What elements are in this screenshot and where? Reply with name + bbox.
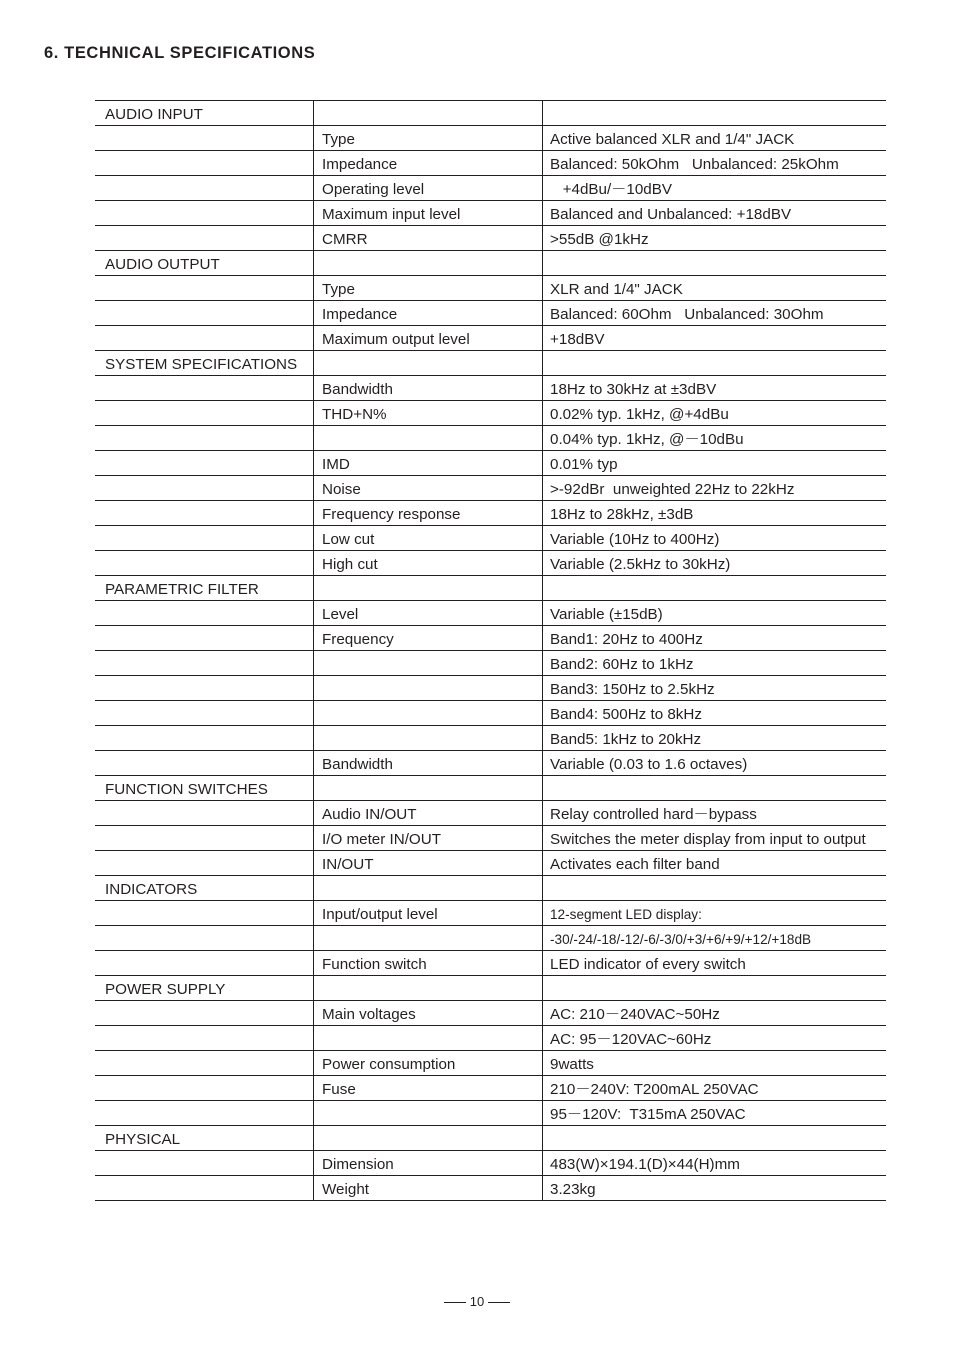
parameter-label [314, 726, 543, 750]
parameter-label: Level [314, 601, 543, 625]
spec-row [95, 326, 886, 351]
parameter-label: Bandwidth [314, 751, 543, 775]
section-label [95, 426, 314, 450]
parameter-value: AC: 210－240VAC~50Hz [550, 1006, 720, 1023]
parameter-label [314, 101, 543, 125]
section-label [95, 1051, 314, 1075]
parameter-label: Weight [314, 1176, 543, 1200]
section-label [95, 326, 314, 350]
parameter-label [314, 651, 543, 675]
parameter-label [314, 351, 543, 375]
spec-row [95, 1101, 886, 1126]
spec-row [95, 1176, 886, 1201]
section-label [95, 1001, 314, 1025]
section-row [95, 876, 886, 901]
parameter-label: Frequency response [314, 501, 543, 525]
spec-row [95, 1151, 886, 1176]
section-label [95, 226, 314, 250]
section-label [95, 751, 314, 775]
parameter-value: Balanced and Unbalanced: +18dBV [550, 206, 792, 223]
section-label [95, 476, 314, 500]
parameter-value: 95－120V: T315mA 250VAC [550, 1106, 746, 1123]
parameter-value [543, 251, 886, 275]
section-label [95, 826, 314, 850]
parameter-label: Impedance [314, 151, 543, 175]
parameter-label [314, 1126, 543, 1150]
spec-row [95, 701, 886, 726]
parameter-value: 0.02% typ. 1kHz, @+4dBu [550, 406, 729, 423]
spec-row [95, 1076, 886, 1101]
spec-row [95, 651, 886, 676]
spec-row [95, 826, 886, 851]
parameter-value: Variable (±15dB) [550, 606, 663, 623]
spec-row [95, 451, 886, 476]
parameter-value: Variable (10Hz to 400Hz) [550, 531, 720, 548]
spec-row [95, 426, 886, 451]
section-label [95, 626, 314, 650]
parameter-value: Relay controlled hard－bypass [550, 806, 757, 823]
parameter-label: Dimension [314, 1151, 543, 1175]
spec-row [95, 476, 886, 501]
section-label [95, 1151, 314, 1175]
section-label: SYSTEM SPECIFICATIONS [95, 351, 314, 375]
spec-row [95, 751, 886, 776]
parameter-value: 12-segment LED display: [550, 907, 702, 922]
parameter-value: 210－240V: T200mAL 250VAC [550, 1081, 759, 1098]
footer-dash-right [488, 1302, 510, 1303]
footer-dash-left [444, 1302, 466, 1303]
parameter-label: THD+N% [314, 401, 543, 425]
parameter-label [314, 576, 543, 600]
section-label [95, 126, 314, 150]
parameter-value: Balanced: 60Ohm Unbalanced: 30Ohm [550, 306, 824, 323]
parameter-value [543, 351, 886, 375]
parameter-value: >-92dBr unweighted 22Hz to 22kHz [550, 481, 795, 498]
section-row [95, 576, 886, 601]
parameter-value: Active balanced XLR and 1/4" JACK [550, 131, 795, 148]
section-label [95, 651, 314, 675]
spec-row [95, 151, 886, 176]
page-number: 10 [469, 1294, 485, 1309]
spec-row [95, 126, 886, 151]
spec-row [95, 801, 886, 826]
section-row [95, 776, 886, 801]
parameter-label: I/O meter IN/OUT [314, 826, 543, 850]
section-label [95, 1176, 314, 1200]
section-label: AUDIO INPUT [95, 101, 314, 125]
section-row [95, 251, 886, 276]
parameter-value [543, 1126, 886, 1150]
section-label [95, 501, 314, 525]
spec-row [95, 1001, 886, 1026]
parameter-value: AC: 95－120VAC~60Hz [550, 1031, 712, 1048]
section-label [95, 801, 314, 825]
spec-row [95, 951, 886, 976]
parameter-label: IN/OUT [314, 851, 543, 875]
spec-row [95, 376, 886, 401]
parameter-value: >55dB @1kHz [550, 231, 649, 248]
parameter-label: Input/output level [314, 901, 543, 925]
parameter-label: Type [314, 126, 543, 150]
parameter-value: Band1: 20Hz to 400Hz [550, 631, 703, 648]
section-label: POWER SUPPLY [95, 976, 314, 1000]
parameter-label: Type [314, 276, 543, 300]
section-label [95, 151, 314, 175]
spec-row [95, 1051, 886, 1076]
parameter-value: 0.04% typ. 1kHz, @－10dBu [550, 431, 744, 448]
spec-row [95, 926, 886, 951]
parameter-label [314, 1101, 543, 1125]
spec-row [95, 1026, 886, 1051]
parameter-label: Fuse [314, 1076, 543, 1100]
section-label [95, 601, 314, 625]
parameter-label [314, 976, 543, 1000]
section-label: AUDIO OUTPUT [95, 251, 314, 275]
parameter-label: Operating level [314, 176, 543, 200]
section-label [95, 926, 314, 950]
spec-row [95, 301, 886, 326]
section-label [95, 1101, 314, 1125]
spec-row [95, 401, 886, 426]
spec-row [95, 851, 886, 876]
spec-row [95, 676, 886, 701]
section-label [95, 1076, 314, 1100]
parameter-label [314, 926, 543, 950]
parameter-value [543, 101, 886, 125]
spec-row [95, 276, 886, 301]
parameter-label: Audio IN/OUT [314, 801, 543, 825]
section-label [95, 551, 314, 575]
spec-row [95, 626, 886, 651]
parameter-label [314, 1026, 543, 1050]
page-footer [0, 1294, 954, 1309]
spec-row [95, 901, 886, 926]
page-title: 6. TECHNICAL SPECIFICATIONS [44, 44, 316, 62]
section-label [95, 401, 314, 425]
section-label [95, 201, 314, 225]
parameter-label: High cut [314, 551, 543, 575]
parameter-value: Variable (2.5kHz to 30kHz) [550, 556, 731, 573]
parameter-label: Low cut [314, 526, 543, 550]
parameter-value [543, 976, 886, 1000]
parameter-label [314, 701, 543, 725]
section-label [95, 901, 314, 925]
spec-row [95, 501, 886, 526]
parameter-value: XLR and 1/4" JACK [550, 281, 683, 298]
parameter-value: Band3: 150Hz to 2.5kHz [550, 681, 715, 698]
spec-row [95, 726, 886, 751]
section-label: PHYSICAL [95, 1126, 314, 1150]
spec-row [95, 551, 886, 576]
parameter-label [314, 876, 543, 900]
parameter-label [314, 776, 543, 800]
parameter-value: 0.01% typ [550, 456, 618, 473]
parameter-label: CMRR [314, 226, 543, 250]
spec-row [95, 201, 886, 226]
parameter-label [314, 426, 543, 450]
parameter-value [543, 576, 886, 600]
parameter-value: 3.23kg [550, 1181, 596, 1198]
parameter-label: Function switch [314, 951, 543, 975]
parameter-label: Maximum input level [314, 201, 543, 225]
section-row [95, 976, 886, 1001]
section-label [95, 1026, 314, 1050]
section-label [95, 301, 314, 325]
parameter-label: Frequency [314, 626, 543, 650]
parameter-value: Band4: 500Hz to 8kHz [550, 706, 702, 723]
section-label [95, 526, 314, 550]
parameter-value: LED indicator of every switch [550, 956, 746, 973]
parameter-value: -30/-24/-18/-12/-6/-3/0/+3/+6/+9/+12/+18dB [550, 932, 812, 947]
parameter-value: 18Hz to 30kHz at ±3dBV [550, 381, 717, 398]
specifications-table [95, 100, 886, 1201]
parameter-label: Bandwidth [314, 376, 543, 400]
section-label: INDICATORS [95, 876, 314, 900]
section-label [95, 676, 314, 700]
section-label [95, 276, 314, 300]
parameter-label [314, 676, 543, 700]
parameter-label: Power consumption [314, 1051, 543, 1075]
parameter-value: 18Hz to 28kHz, ±3dB [550, 506, 694, 523]
parameter-value: Activates each filter band [550, 856, 720, 873]
section-label [95, 176, 314, 200]
section-label [95, 701, 314, 725]
section-label [95, 951, 314, 975]
spec-row [95, 601, 886, 626]
parameter-value [543, 776, 886, 800]
section-label [95, 726, 314, 750]
section-row [95, 1126, 886, 1151]
parameter-value: +18dBV [550, 331, 605, 348]
parameter-value: Variable (0.03 to 1.6 octaves) [550, 756, 748, 773]
section-label [95, 451, 314, 475]
parameter-value: Switches the meter display from input to output [550, 831, 866, 848]
parameter-value: 483(W)×194.1(D)×44(H)mm [550, 1156, 740, 1173]
section-row [95, 351, 886, 376]
parameter-label: Impedance [314, 301, 543, 325]
parameter-value: Band5: 1kHz to 20kHz [550, 731, 702, 748]
parameter-value: +4dBu/－10dBV [550, 181, 673, 198]
parameter-label: IMD [314, 451, 543, 475]
parameter-value [543, 876, 886, 900]
section-label [95, 376, 314, 400]
spec-row [95, 526, 886, 551]
parameter-value: 9watts [550, 1056, 594, 1073]
parameter-value: Band2: 60Hz to 1kHz [550, 656, 694, 673]
parameter-label [314, 251, 543, 275]
section-label: PARAMETRIC FILTER [95, 576, 314, 600]
parameter-value: Balanced: 50kOhm Unbalanced: 25kOhm [550, 156, 839, 173]
parameter-label: Noise [314, 476, 543, 500]
section-label [95, 851, 314, 875]
parameter-label: Maximum output level [314, 326, 543, 350]
spec-row [95, 226, 886, 251]
section-row [95, 101, 886, 126]
section-label: FUNCTION SWITCHES [95, 776, 314, 800]
parameter-label: Main voltages [314, 1001, 543, 1025]
spec-row [95, 176, 886, 201]
